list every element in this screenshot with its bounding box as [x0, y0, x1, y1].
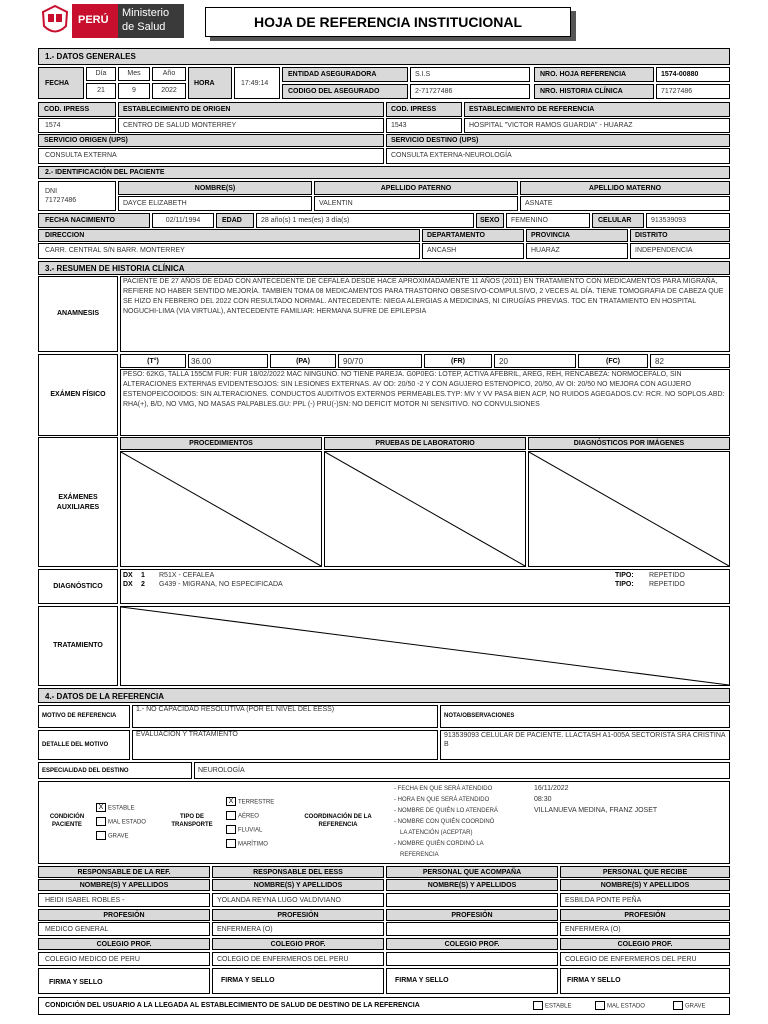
- colegio-label-0: COLEGIO PROF.: [38, 938, 210, 950]
- nota-label: NOTA/OBSERVACIONES: [440, 705, 730, 728]
- responsables-grid: [38, 866, 730, 994]
- nombres-value: DAYCE ELIZABETH: [118, 196, 312, 211]
- footer-opt-grave[interactable]: GRAVE: [673, 1001, 706, 1011]
- tipo-trans-label: TIPO DE TRANSPORTE: [171, 814, 213, 828]
- firma-3: FIRMA Y SELLO: [560, 968, 730, 994]
- resp-name-2: [386, 893, 558, 907]
- trat-label: TRATAMIENTO: [38, 606, 118, 686]
- resp-name-3: ESBILDA PONTE PEÑA: [560, 893, 730, 907]
- edad-label: EDAD: [216, 213, 254, 228]
- fr-value: 20: [494, 354, 576, 368]
- cond-mal-estado-checkbox[interactable]: [96, 817, 106, 826]
- ap-mat-label: APELLIDO MATERNO: [520, 181, 730, 195]
- trans-opt-fluvial[interactable]: FLUVIAL: [226, 825, 262, 835]
- dir-value: CARR. CENTRAL S/N BARR. MONTERREY: [38, 243, 420, 259]
- colegio-label-3: COLEGIO PROF.: [560, 938, 730, 950]
- resp-prof-0: MEDICO GENERAL: [38, 922, 210, 936]
- img-cell: [528, 451, 730, 567]
- page-title-box: [205, 7, 571, 37]
- hora-value: 17:49:14: [234, 67, 280, 99]
- ap-mat-value: ASNATE: [520, 196, 730, 211]
- trans-opt-maritimo[interactable]: MARÍTIMO: [226, 839, 268, 849]
- page-title: HOJA DE REFERENCIA INSTITUCIONAL: [253, 14, 523, 30]
- pa-label: (PA): [270, 354, 336, 368]
- prof-label-1: PROFESIÓN: [212, 909, 384, 921]
- prov-value: HUARAZ: [526, 243, 628, 259]
- fc-label: (FC): [578, 354, 648, 368]
- firma-2: FIRMA Y SELLO: [386, 968, 558, 994]
- nro-hc-label: NRO. HISTORIA CLÍNICA: [534, 84, 654, 99]
- resp-title-3: PERSONAL QUE RECIBE: [560, 866, 730, 878]
- est-ref: HOSPITAL "VICTOR RAMOS GUARDIA" - HUARAZ: [464, 118, 730, 133]
- colegio-label-1: COLEGIO PROF.: [212, 938, 384, 950]
- coord-label: COORDINACIÓN DE LA REFERENCIA: [304, 814, 372, 828]
- cond-opt-mal-estado[interactable]: MAL ESTADO: [96, 817, 146, 827]
- esp-label: ESPECIALIDAD DEL DESTINO: [38, 762, 192, 779]
- dni-cell: DNI 71727486: [38, 181, 116, 211]
- footer-estable-checkbox[interactable]: [533, 1001, 543, 1010]
- coord-fecha: 16/11/2022: [534, 785, 569, 792]
- sexo-value: FEMENINO: [506, 213, 590, 228]
- serv-destino: CONSULTA EXTERNA-NEUROLOGÍA: [386, 148, 730, 164]
- motivo-label: MOTIVO DE REFERENCIA: [38, 705, 130, 728]
- nro-hoja-label: NRO. HOJA REFERENCIA: [534, 67, 654, 82]
- edad-value: 28 año(s) 1 mes(es) 3 día(s): [256, 213, 474, 228]
- resp-name-0: HEIDI ISABEL ROBLES -: [38, 893, 210, 907]
- footer-opt-estable[interactable]: ESTABLE: [533, 1001, 572, 1011]
- section4-header: [38, 688, 730, 703]
- resp-title-1: RESPONSABLE DEL EESS: [212, 866, 384, 878]
- dx-row-2: DX 2 G439 - MIGRAÑA, NO ESPECIFICADA TIPO: REPETIDO: [123, 581, 685, 588]
- resp-prof-2: [386, 922, 558, 936]
- diag-cell: [120, 569, 730, 604]
- diag-label: DIAGNÓSTICO: [38, 569, 118, 604]
- codigo-label: CODIGO DEL ASEGURADO: [282, 84, 408, 99]
- trat-strike-line: [121, 607, 729, 685]
- ministry-line1: Ministerio: [122, 7, 170, 19]
- detalle-label: DETALLE DEL MOTIVO: [38, 730, 130, 760]
- anamnesis-text: PACIENTE DE 27 AÑOS DE EDAD CON ANTECEDENTE DE CEFALEA DESDE HACE APROXIMADAMENTE 11 AÑOS (2011) EN TRATAMIENTO CON MEDICAMENTOS PARA MIGRAÑA, REFIERE NO HABER SENTIDO MEJORÍA. TAMBIEN TOMA 08 MEDICAMENTOS PARA TRASTORNO OBSESIVO-COMPULSIVO, 2 VECES AL DÍA. TIENE TOMOGRAFIA DE CABEZA QUE SE HIZO EN FEBRERO DEL 2022 CON RESULTADO NORMAL. ANTECEDENTE: NIEGA ALERGIAS A MEDICINAS, NI CIRUGÍAS PREVIAS. TOC EN TRATAMIENTO EN HOSPITAL NOGUCHI-LIMA (VIA VIRTUAL), ANTECEDENTE FAMILIAR: HERMANA SUFRE DE EPILEPSIA: [120, 276, 730, 352]
- nro-hc-value: 71727486: [656, 84, 730, 99]
- img-strike-line: [529, 452, 729, 566]
- ministry-line2: de Salud: [122, 21, 166, 33]
- resp-prof-3: ENFERMERA (O): [560, 922, 730, 936]
- trans-fluvial-checkbox[interactable]: [226, 825, 236, 834]
- cond-label: CONDICIÓN PACIENTE: [49, 814, 85, 828]
- img-label: DIAGNÓSTICOS POR IMÁGENES: [528, 437, 730, 450]
- trans-aereo-checkbox[interactable]: [226, 811, 236, 820]
- aux-label: EXÁMENES AUXILIARES: [38, 437, 118, 567]
- ap-pat-label: APELLIDO PATERNO: [314, 181, 518, 195]
- trat-cell: [120, 606, 730, 686]
- resp-colegio-2: [386, 952, 558, 966]
- prof-label-2: PROFESIÓN: [386, 909, 558, 921]
- cod-ipress-origen: 1574: [38, 118, 116, 133]
- peru-shield-icon: [40, 4, 70, 38]
- trans-maritimo-checkbox[interactable]: [226, 839, 236, 848]
- colegio-label-2: COLEGIO PROF.: [386, 938, 558, 950]
- footer-opt-mal-estado[interactable]: MAL ESTADO: [595, 1001, 645, 1011]
- fc-value: 82: [650, 354, 730, 368]
- cel-label: CELULAR: [592, 213, 644, 228]
- dep-value: ANCASH: [422, 243, 524, 259]
- firma-1: FIRMA Y SELLO: [212, 968, 384, 994]
- resp-colegio-3: COLEGIO DE ENFERMEROS DEL PERU: [560, 952, 730, 966]
- sexo-label: SEXO: [476, 213, 504, 228]
- cod-ipress-label: COD. IPRESS: [38, 102, 116, 117]
- examen-label: EXÁMEN FÍSICO: [38, 354, 118, 436]
- coord-items: - FECHA EN QUE SERÁ ATENDIDO - HORA EN QUE SERÁ ATENDIDO - NOMBRE DE QUIÉN LO ATENDERÁ - NOMBRE CON QUIÉN COORDINÓ LA ATENCIÓN (ACEPTAR) - NOMBRE QUIÉN CORDINÓ LA REFERENCIA: [394, 786, 498, 858]
- section4-title: 4.- DATOS DE LA REFERENCIA: [45, 692, 164, 701]
- cel-value: 913539093: [646, 213, 730, 228]
- resp-title-2: PERSONAL QUE ACOMPAÑA: [386, 866, 558, 878]
- ap-pat-value: VALENTIN: [314, 196, 518, 211]
- section1-title: 1.- DATOS GENERALES: [45, 52, 136, 61]
- fnac-value: 02/11/1994: [152, 213, 214, 228]
- nombres-label-1: NOMBRE(S) Y APELLIDOS: [212, 879, 384, 891]
- lab-cell: [324, 451, 526, 567]
- serv-origen-label: SERVICIO ORIGEN (UPS): [38, 134, 384, 147]
- dir-label: DIRECCION: [38, 229, 420, 242]
- fecha-label: FECHA: [38, 67, 84, 99]
- dia-value: 21: [86, 83, 116, 99]
- resp-name-1: YOLANDA REYNA LUGO VALDIVIANO: [212, 893, 384, 907]
- dist-value: INDEPENDENCIA: [630, 243, 730, 259]
- dep-label: DEPARTAMENTO: [422, 229, 524, 242]
- hora-label: HORA: [188, 67, 232, 99]
- section2-header: [38, 166, 730, 179]
- resp-colegio-1: COLEGIO DE ENFERMEROS DEL PERU: [212, 952, 384, 966]
- nombres-label: NOMBRE(S): [118, 181, 312, 195]
- footer-grave-checkbox[interactable]: [673, 1001, 683, 1010]
- nombres-label-3: NOMBRE(S) Y APELLIDOS: [560, 879, 730, 891]
- resp-prof-1: ENFERMERA (O): [212, 922, 384, 936]
- proc-strike-line: [121, 452, 321, 566]
- dia-label: Día: [86, 67, 116, 81]
- lab-label: PRUEBAS DE LABORATORIO: [324, 437, 526, 450]
- anio-value: 2022: [152, 83, 186, 99]
- firma-0: FIRMA Y SELLO: [38, 968, 210, 994]
- t-label: (T°): [120, 354, 186, 368]
- nombres-label-0: NOMBRE(S) Y APELLIDOS: [38, 879, 210, 891]
- prof-label-0: PROFESIÓN: [38, 909, 210, 921]
- cond-estable-checkbox[interactable]: X: [96, 803, 106, 812]
- motivo-value: 1.- NO CAPACIDAD RESOLUTIVA (POR EL NIVEL DEL EESS): [132, 705, 438, 728]
- footer-cond-llegada: CONDICIÓN DEL USUARIO A LA LLEGADA AL ESTABLECIMIENTO DE SALUD DE DESTINO DE LA REFERENCIA ESTABLE MAL ESTADO GRAVE: [38, 997, 730, 1015]
- footer-mal-estado-checkbox[interactable]: [595, 1001, 605, 1010]
- t-value: 36.00: [188, 354, 268, 368]
- serv-origen: CONSULTA EXTERNA: [38, 148, 384, 164]
- nota-value: 913539093 CELULAR DE PACIENTE. LLACTASH A1-005A SECTORISTA SRA CRISTINA B: [440, 730, 730, 760]
- nombres-label-2: NOMBRE(S) Y APELLIDOS: [386, 879, 558, 891]
- proc-label: PROCEDIMIENTOS: [120, 437, 322, 450]
- resp-title-0: RESPONSABLE DE LA REF.: [38, 866, 210, 878]
- section3-header: [38, 261, 730, 275]
- ministry-logo: [40, 4, 184, 38]
- examen-text: PESO: 62KG, TALLA 155CM FUR: FUR 18/02/2022 MAC NINGUNO. NO TIENE PAREJA. G0P0EG: LOTEP, ACTIVA AFEBRIL, AREG, REH, RENCABEZA: NORMOCEFALO, SIN ALTERACIONES EXTERNAS EVIDENTESOJOS: SIN LESIONES EXTERNAS. AV OD: 20/50 -2 Y CON AGUJERO ESTENOPICO, 20/50, AV OI: 20/50 NO MEJORA CON AGUJERO ESTENOPEICOOIDOS: SIN ALTERACIONES. CONDUCTOS AUDITIVOS EXTERNOS PERMEABLES.TYP: MV Y VV PASA BIEN ACP, NO RUIDOS AGEGADOS.CV: RCR. NO SOPLOS.ABD: RHA(+), B/D, NO VMG, NO MASAS PALPABLES.GU: PPL (-) PRU(-)SN: NO DEFICIT MOTOR NI SENSITIVO. NO CONVULSIONES: [120, 369, 730, 436]
- dni-value: 71727486: [45, 197, 77, 204]
- prof-label-3: PROFESIÓN: [560, 909, 730, 921]
- serv-destino-label: SERVICIO DESTINO (UPS): [386, 134, 730, 147]
- peru-label: PERÚ: [78, 14, 109, 26]
- section3-title: 3.- RESUMEN DE HISTORIA CLÍNICA: [45, 264, 185, 273]
- section1-header: [38, 48, 730, 65]
- codigo-value: 2-71727486: [410, 84, 530, 99]
- pa-value: 90/70: [338, 354, 422, 368]
- mes-label: Mes: [118, 67, 150, 81]
- cond-grave-checkbox[interactable]: [96, 831, 106, 840]
- trans-terrestre-checkbox[interactable]: X: [226, 797, 236, 806]
- fr-label: (FR): [424, 354, 492, 368]
- lab-strike-line: [325, 452, 525, 566]
- coord-nombre: VILLANUEVA MEDINA, FRANZ JOSET: [534, 807, 658, 814]
- est-origen: CENTRO DE SALUD MONTERREY: [118, 118, 384, 133]
- prov-label: PROVINCIA: [526, 229, 628, 242]
- dx-row-1: DX 1 R51X - CEFALEA TIPO: REPETIDO: [123, 572, 685, 579]
- trans-opt-aereo[interactable]: AÉREO: [226, 811, 259, 821]
- anio-label: Año: [152, 67, 186, 81]
- esp-value: NEUROLOGÍA: [194, 762, 730, 779]
- est-ref-label: ESTABLECIMIENTO DE REFERENCIA: [464, 102, 730, 117]
- coord-hora: 08:30: [534, 796, 552, 803]
- cod-ipress-ref-label: COD. IPRESS: [386, 102, 462, 117]
- cond-opt-estable[interactable]: X ESTABLE: [96, 803, 135, 813]
- trans-opt-terrestre[interactable]: X TERRESTRE: [226, 797, 274, 807]
- detalle-value: EVALUACION Y TRATAMIENTO: [132, 730, 438, 760]
- nro-hoja-value: 1574-00880: [656, 67, 730, 82]
- proc-cell: [120, 451, 322, 567]
- dist-label: DISTRITO: [630, 229, 730, 242]
- est-origen-label: ESTABLECIMIENTO DE ORIGEN: [118, 102, 384, 117]
- cond-opt-grave[interactable]: GRAVE: [96, 831, 129, 841]
- mes-value: 9: [118, 83, 150, 99]
- fnac-label: FECHA NACIMIENTO: [38, 213, 150, 228]
- entidad-value: S.I.S: [410, 67, 530, 82]
- section2-title: 2.- IDENTIFICACIÓN DEL PACIENTE: [45, 169, 165, 176]
- resp-colegio-0: COLEGIO MEDICO DE PERU: [38, 952, 210, 966]
- entidad-label: ENTIDAD ASEGURADORA: [282, 67, 408, 82]
- cod-ipress-ref: 1543: [386, 118, 462, 133]
- anamnesis-label: ANAMNESIS: [38, 276, 118, 352]
